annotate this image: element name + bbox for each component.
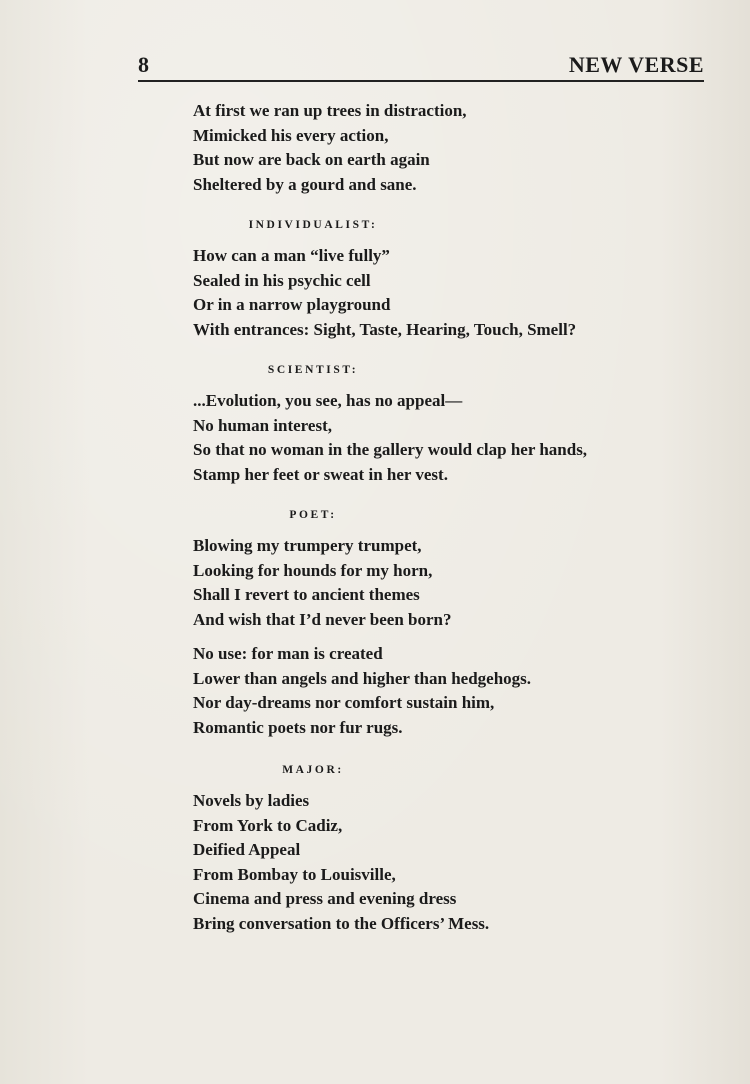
poem-line: No use: for man is created [193, 644, 383, 663]
speaker-heading-poet: POET: [289, 509, 337, 521]
stanza-scientist [193, 389, 713, 487]
stanza-individualist [193, 244, 713, 342]
poem-line: From Bombay to Louisville, [193, 864, 396, 884]
stanza-major [193, 789, 713, 936]
poem-line: And wish that I’d never been born? [193, 609, 452, 629]
poem-body [193, 99, 713, 936]
poem-line: No human interest, [193, 415, 332, 435]
poem-line: At first we ran up trees in distraction, [193, 101, 467, 120]
poem-line: Novels by ladies [193, 791, 310, 810]
stanza-poet-1 [193, 534, 713, 632]
page-number: 8 [138, 52, 149, 77]
stanza-poet-2 [193, 642, 713, 740]
poem-line: But now are back on earth again [193, 150, 430, 169]
poem-line: So that no woman in the gallery would clap her hands, [193, 440, 588, 459]
poem-line: Nor day-dreams nor comfort sustain him, [193, 693, 495, 712]
poem-line: Sealed in his psychic cell [193, 270, 371, 290]
poem-line: Sheltered by a gourd and sane. [193, 174, 417, 194]
poem-line: With entrances: Sight, Taste, Hearing, Touch, Smell? [193, 319, 577, 339]
poem-line: Deified Appeal [193, 840, 301, 859]
poem-line: Looking for hounds for my horn, [193, 560, 433, 580]
poem-line: Or in a narrow playground [193, 295, 391, 314]
poem-line: Lower than angels and higher than hedgehogs. [193, 668, 532, 688]
poem-line: Shall I revert to ancient themes [193, 585, 420, 604]
poem-line: From York to Cadiz, [193, 815, 343, 835]
speaker-heading-individualist: INDIVIDUALIST: [248, 219, 378, 231]
speaker-heading-scientist: SCIENTIST: [267, 364, 359, 376]
poem-line: Mimicked his every action, [193, 125, 389, 145]
poem-line: Blowing my trumpery trumpet, [193, 536, 422, 555]
poem-line: How can a man “live fully” [193, 246, 390, 265]
poem-line: Cinema and press and evening dress [193, 889, 457, 908]
running-head: NEW VERSE [568, 52, 704, 77]
speaker-heading-major: MAJOR: [282, 764, 344, 776]
poem-line: ...Evolution, you see, has no appeal— [193, 391, 463, 410]
poem-line: Romantic poets nor fur rugs. [193, 717, 403, 737]
page-header [138, 52, 704, 82]
stanza-opening [193, 99, 713, 197]
poem-line: Stamp her feet or sweat in her vest. [193, 464, 448, 484]
poem-line: Bring conversation to the Officers’ Mess. [193, 913, 490, 933]
